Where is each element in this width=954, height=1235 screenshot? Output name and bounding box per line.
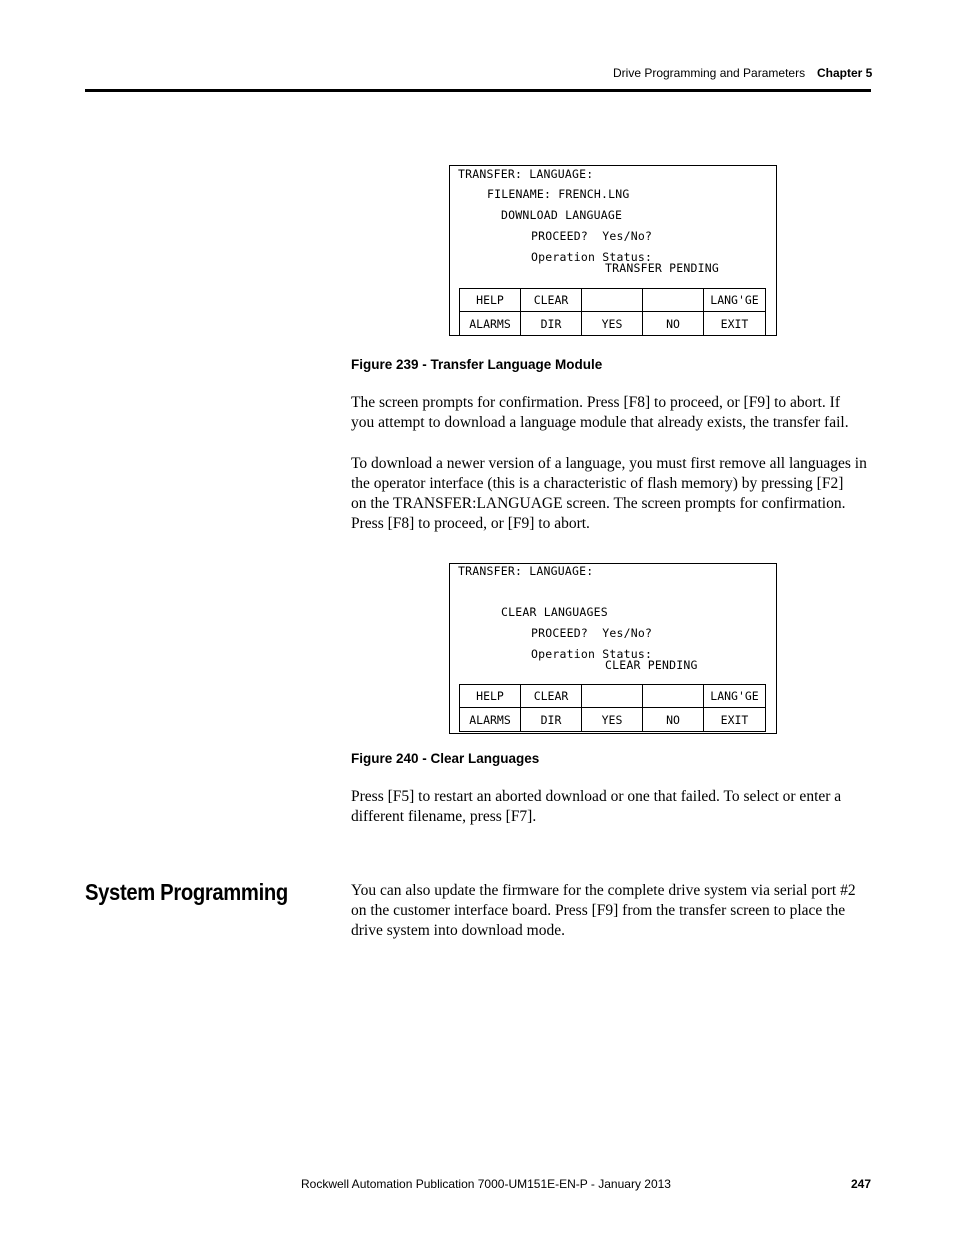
fkey-language: LANG'GE xyxy=(704,289,765,312)
paragraph-confirmation xyxy=(351,393,876,433)
text-line: on the TRANSFER:LANGUAGE screen. The screen prompts for confirmation. xyxy=(351,495,846,512)
section-heading: System Programming xyxy=(85,879,288,905)
text-line: To download a newer version of a language, you must first remove all languages in xyxy=(351,455,867,472)
figure-239-caption: Figure 239 - Transfer Language Module xyxy=(351,357,603,372)
fkey-blank-3 xyxy=(582,685,643,708)
text-line: The screen prompts for confirmation. Press [F8] to proceed, or [F9] to abort. If xyxy=(351,394,840,411)
fkey-help: HELP xyxy=(460,289,521,312)
page-number: 247 xyxy=(851,1177,872,1191)
running-header-chapter: Chapter 5 xyxy=(817,66,873,80)
text-line: the operator interface (this is a characteristic of flash memory) by pressing [F2] xyxy=(351,475,844,492)
text-line: drive system into download mode. xyxy=(351,922,565,939)
text-line: You can also update the firmware for the complete drive system via serial port #2 xyxy=(351,882,856,899)
figure-240-caption: Figure 240 - Clear Languages xyxy=(351,751,540,766)
paragraph-newer-version xyxy=(351,454,876,534)
screen-filename: FILENAME: FRENCH.LNG xyxy=(487,187,630,201)
fkey-no: NO xyxy=(643,312,704,335)
screen-status-label: Operation Status: xyxy=(531,250,653,264)
screen-action: DOWNLOAD LANGUAGE xyxy=(501,208,623,222)
fkey-alarms: ALARMS xyxy=(460,312,521,335)
screen-title: TRANSFER: LANGUAGE: xyxy=(458,167,594,181)
screen-status-value: TRANSFER PENDING xyxy=(605,261,719,275)
fkey-alarms: ALARMS xyxy=(460,708,521,731)
fkey-blank-4 xyxy=(643,685,704,708)
screen-action: CLEAR LANGUAGES xyxy=(501,605,608,619)
fkey-clear: CLEAR xyxy=(521,685,582,708)
fkey-exit: EXIT xyxy=(720,316,749,331)
fkey-dir: DIR xyxy=(521,708,582,731)
clear-languages-screen xyxy=(449,563,777,734)
fkey-blank-4 xyxy=(643,289,704,312)
fkey-blank-3 xyxy=(582,289,643,312)
fkey-yes: YES xyxy=(582,312,643,335)
fkey-yes: YES xyxy=(582,708,643,731)
screen-prompt: PROCEED? Yes/No? xyxy=(531,626,653,640)
paragraph-restart xyxy=(351,787,876,827)
header-rule xyxy=(85,89,871,92)
screen-status-label: Operation Status: xyxy=(531,647,653,661)
fkey-no: NO xyxy=(643,708,704,731)
fkey-clear: CLEAR xyxy=(521,289,582,312)
footer-publication: Rockwell Automation Publication 7000-UM151E-EN-P - January 2013 xyxy=(301,1177,671,1191)
text-line: Press [F8] to proceed, or [F9] to abort. xyxy=(351,515,590,532)
function-key-grid xyxy=(459,684,766,732)
text-line: on the customer interface board. Press [F9] from the transfer screen to place the xyxy=(351,902,846,919)
function-key-grid xyxy=(459,288,766,336)
text-line: different filename, press [F7]. xyxy=(351,808,537,825)
text-line: you attempt to download a language module that already exists, the transfer fail. xyxy=(351,414,849,431)
fkey-help: HELP xyxy=(460,685,521,708)
transfer-language-screen xyxy=(449,165,777,336)
text-line: Press [F5] to restart an aborted download or one that failed. To select or enter a xyxy=(351,788,842,805)
screen-title: TRANSFER: LANGUAGE: xyxy=(458,564,594,578)
running-header-section: Drive Programming and Parameters xyxy=(613,66,806,80)
fkey-language: LANG'GE xyxy=(704,685,765,708)
fkey-dir: DIR xyxy=(521,312,582,335)
screen-status-value: CLEAR PENDING xyxy=(605,658,698,672)
paragraph-system-programming xyxy=(351,881,876,941)
fkey-exit: EXIT xyxy=(720,712,749,727)
screen-prompt: PROCEED? Yes/No? xyxy=(531,229,653,243)
